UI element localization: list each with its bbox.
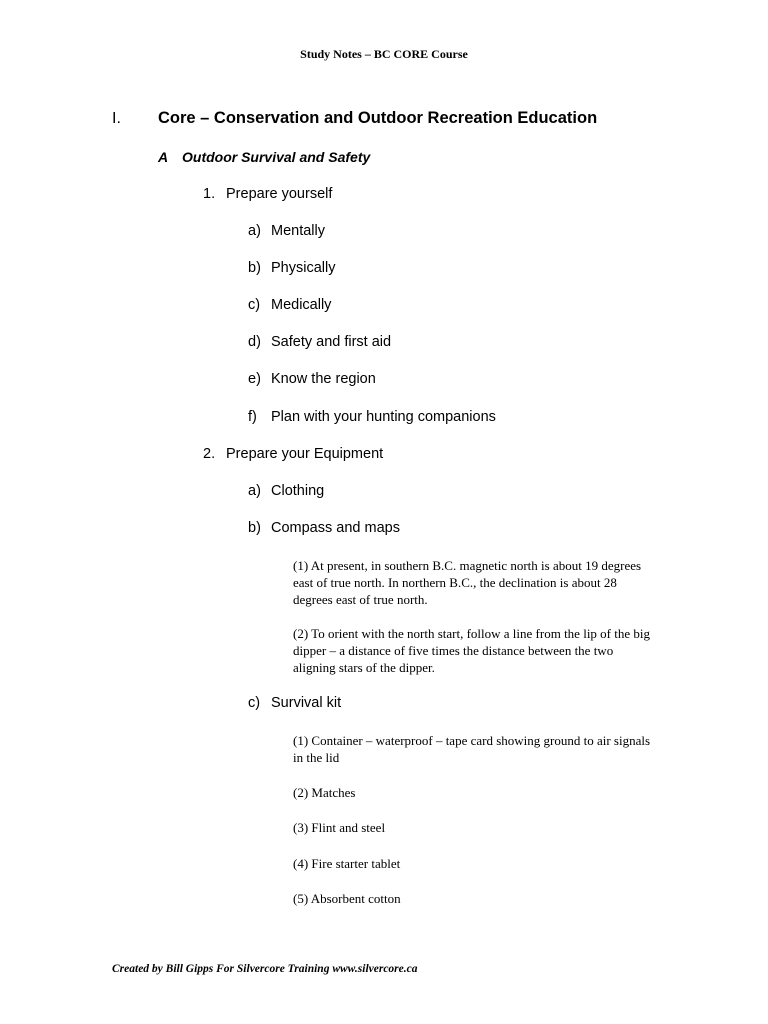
- note-paragraph: (5) Absorbent cotton: [293, 891, 401, 906]
- list-item: Compass and maps: [271, 520, 400, 536]
- note-paragraph: (2) Matches: [293, 785, 356, 800]
- list-item-marker: b): [248, 520, 261, 536]
- list-item: Safety and first aid: [271, 334, 392, 350]
- list-item: Plan with your hunting companions: [271, 409, 496, 425]
- list-item: Clothing: [271, 483, 325, 499]
- list-item-marker: a): [248, 483, 261, 499]
- list-item-marker: f): [248, 409, 257, 425]
- section-title: Core – Conservation and Outdoor Recreation Education: [158, 109, 598, 127]
- list-item-marker: b): [248, 260, 261, 276]
- list-item: Medically: [271, 297, 332, 313]
- note-paragraph: (4) Fire starter tablet: [293, 856, 401, 871]
- section-number: I.: [112, 110, 121, 127]
- page-footer: Created by Bill Gipps For Silvercore Training www.silvercore.ca: [112, 963, 418, 975]
- note-paragraph: (3) Flint and steel: [293, 820, 386, 835]
- note-paragraph: (1) At present, in southern B.C. magnetic north is about 19 degrees east of true north. In northern B.C., the declination is about 28 degrees east of true north.: [293, 558, 642, 607]
- subsection-letter: A: [158, 149, 169, 165]
- list-item-marker: c): [248, 695, 261, 711]
- list-item-marker: e): [248, 371, 261, 387]
- list-item: Mentally: [271, 223, 325, 239]
- list-item-marker: c): [248, 297, 261, 313]
- list-item: Physically: [271, 260, 336, 276]
- list-item-heading: Prepare yourself: [226, 186, 333, 202]
- list-item-marker: a): [248, 223, 261, 239]
- list-item-heading: Prepare your Equipment: [226, 446, 384, 462]
- subsection-title: Outdoor Survival and Safety: [182, 149, 371, 165]
- list-item-number: 1.: [203, 186, 216, 202]
- note-paragraph: (1) Container – waterproof – tape card showing ground to air signals in the lid: [293, 733, 651, 765]
- page-header: Study Notes – BC CORE Course: [300, 47, 468, 61]
- list-item: Survival kit: [271, 695, 342, 711]
- list-item-number: 2.: [203, 446, 216, 462]
- list-item-marker: d): [248, 334, 261, 350]
- note-paragraph: (2) To orient with the north start, follow a line from the lip of the big dipper – a distance of five times the distance between the two aligning stars of the dipper.: [293, 626, 650, 675]
- list-item: Know the region: [271, 371, 376, 387]
